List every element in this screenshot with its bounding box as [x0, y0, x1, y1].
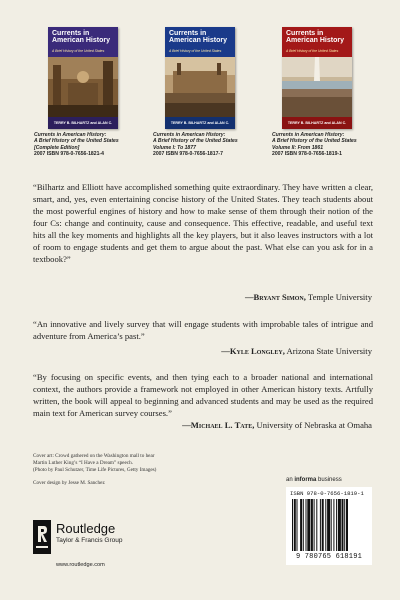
caption-volume: Volume II: From 1861	[272, 144, 324, 151]
cover-subtitle: A Brief History of the United States	[286, 49, 339, 53]
informa-suffix: business	[316, 477, 342, 483]
caption-title: Currents in American History:	[153, 132, 226, 138]
caption-volume: [Complete Edition]	[34, 144, 80, 151]
barcode-bar	[338, 499, 341, 551]
cover-title: Currents in American History	[52, 30, 110, 44]
cover-art-ship-scene	[165, 57, 235, 117]
cover-subtitle: A Brief History of the United States	[169, 49, 222, 53]
review-attribution-tate	[112, 420, 372, 431]
informa-business-tag	[286, 477, 342, 483]
cover-subtitle: A Brief History of the United States	[52, 49, 105, 53]
cover-authors: TERRY B. BILHARTZ and ALAN C.	[282, 117, 352, 129]
barcode-bar	[342, 499, 344, 551]
caption-subtitle: A Brief History of the United States	[34, 138, 119, 145]
cover-authors: TERRY B. BILHARTZ and ALAN C.	[48, 117, 118, 129]
publisher-name: Routledge	[56, 521, 116, 536]
barcode-bar	[314, 499, 315, 551]
review-quote-tate: “By focusing on specific events, and then tying each to a broader national and international context, the authors provide a framework not employed in other American history texts. Artfully written, the book will appeal to beginning and advanced students and may be used as the required main text for American survey courses.”	[33, 372, 373, 418]
cover-title: Currents in American History	[286, 30, 344, 44]
barcode-bars	[292, 499, 366, 551]
caption-subtitle: A Brief History of the United States	[272, 138, 357, 145]
barcode-bar	[336, 499, 337, 551]
barcode-isbn-label: ISBN 978-0-7656-1819-1	[290, 490, 364, 497]
barcode-bar	[303, 499, 304, 551]
reviewer-affiliation: Arizona State University	[284, 346, 372, 356]
routledge-logo-icon	[33, 520, 51, 554]
barcode-bar	[311, 499, 313, 551]
barcode-bar	[333, 499, 334, 551]
reviewer-affiliation: University of Nebraska at Omaha	[254, 420, 372, 430]
informa-brand: informa	[294, 477, 317, 483]
cover-title: Currents in American History	[169, 30, 227, 44]
cover-art-washington-mall-crowd	[282, 57, 352, 117]
credit-line: Martin Luther King’s “I Have a Dream” speech.	[33, 460, 133, 466]
barcode-bar	[322, 499, 324, 551]
review-attribution-longley	[112, 346, 372, 357]
barcode-bar	[346, 499, 348, 551]
barcode-bar	[294, 499, 296, 551]
cover-art-credits	[33, 453, 223, 474]
credit-line: (Photo by Paul Schutzer, Time Life Pictures, Getty Images)	[33, 467, 157, 473]
book-cover-volume-one	[165, 27, 235, 129]
barcode-bar	[344, 499, 345, 551]
cover-authors: TERRY B. BILHARTZ and ALAN C.	[165, 117, 235, 129]
caption-isbn: 2007 ISBN 978-0-7656-1819-1	[272, 150, 342, 157]
caption-isbn: 2007 ISBN 978-0-7656-1817-7	[153, 150, 223, 157]
barcode-bar	[300, 499, 302, 551]
barcode-bar	[327, 499, 330, 551]
credit-line: Cover art: Crowd gathered on the Washington mall to hear	[33, 453, 155, 459]
caption-isbn: 2007 ISBN 978-0-7656-1821-4	[34, 150, 104, 157]
cover-caption	[34, 132, 132, 157]
review-quote-simon: “Bilhartz and Elliott have accomplished something quite extraordinary. They have written a clear, smart, and, yes, even entertaining concise history of the United States. They teach students about the most powerful engines of history and how to make sense of them through their notion of the four Cs: change and continuity, cause and consequence. This effective, readable, and useful text hits all the key moments and highlights all the key players, but it also leaves instructors with a lot of room to engage students and get them to argue about the past. What else can you ask for in a textbook?”	[33, 182, 373, 264]
reviewer-affiliation: Temple University	[305, 292, 372, 302]
caption-title: Currents in American History:	[272, 132, 345, 138]
caption-title: Currents in American History:	[34, 132, 107, 138]
reviewer-name: —Michael L. Tate,	[182, 420, 255, 430]
barcode-number: 9 780765 618191	[295, 553, 362, 561]
publisher-website-link[interactable]: www.routledge.com	[56, 562, 105, 568]
barcode-bar	[316, 499, 317, 551]
book-cover-complete-edition	[48, 27, 118, 129]
barcode-bar	[307, 499, 310, 551]
publisher-group: Taylor & Francis Group	[56, 537, 123, 544]
caption-volume: Volume I: To 1877	[153, 144, 196, 151]
cover-design-credit: Cover design by Jesse M. Sanchez	[33, 480, 105, 486]
barcode-bar	[306, 499, 307, 551]
isbn-barcode	[286, 487, 372, 565]
cover-caption	[153, 132, 251, 157]
reviewer-name: —Kyle Longley,	[221, 346, 285, 356]
barcode-bar	[331, 499, 332, 551]
book-cover-volume-two	[282, 27, 352, 129]
review-quote-longley: “An innovative and lively survey that will engage students with improbable tales of intrigue and adventure from America’s past.”	[33, 319, 373, 341]
barcode-bar	[320, 499, 321, 551]
barcode-bar	[297, 499, 298, 551]
informa-prefix: an	[286, 477, 295, 483]
reviewer-name: —Bryant Simon,	[244, 292, 306, 302]
barcode-bar	[325, 499, 326, 551]
cover-art-street-scene	[48, 57, 118, 117]
review-attribution-simon	[112, 292, 372, 303]
cover-caption	[272, 132, 370, 157]
caption-subtitle: A Brief History of the United States	[153, 138, 238, 145]
barcode-bar	[292, 499, 293, 551]
